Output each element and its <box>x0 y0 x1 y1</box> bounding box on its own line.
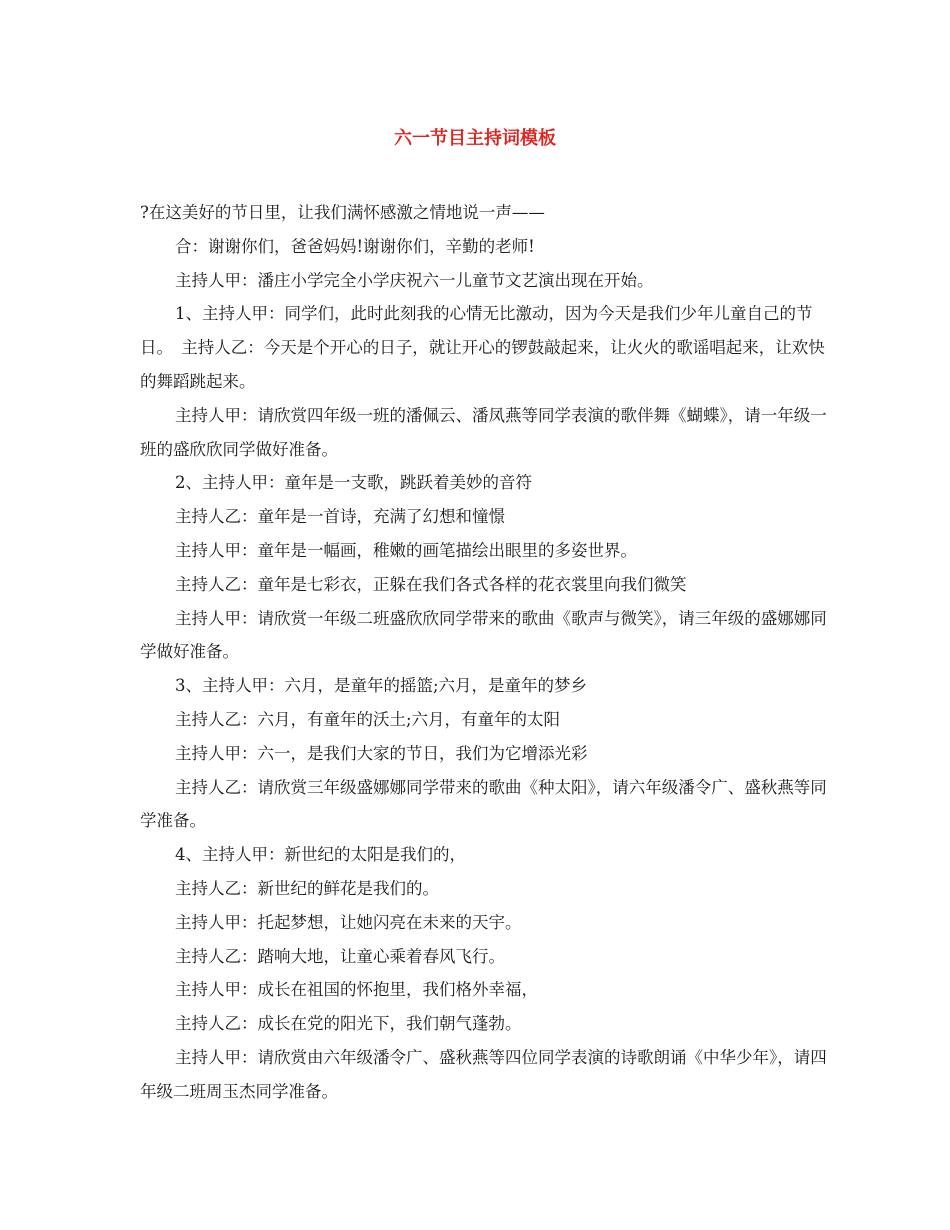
paragraph: 主持人乙：成长在党的阳光下，我们朝气蓬勃。 <box>175 1014 522 1034</box>
paragraph: 主持人甲：潘庄小学完全小学庆祝六一儿童节文艺演出现在开始。 <box>175 270 654 290</box>
paragraph: 主持人甲：成长在祖国的怀抱里，我们格外幸福， <box>175 980 538 1000</box>
paragraph: 主持人乙：踏响大地，让童心乘着春风飞行。 <box>175 946 505 966</box>
paragraph: 主持人乙：童年是一首诗，充满了幻想和憧憬 <box>175 507 505 527</box>
paragraph: 主持人乙：六月，有童年的沃土;六月，有童年的太阳 <box>175 709 561 729</box>
paragraph: 1、主持人甲：同学们，此时此刻我的心情无比激动，因为今天是我们少年儿童自己的节日。 主持人乙：今天是个开心的日子，就让开心的锣鼓敲起来，让火火的歌谣唱起来，让欢快的舞蹈跳起来。 <box>140 304 825 391</box>
document-title: 六一节目主持词模板 <box>394 128 556 149</box>
paragraph: 3、主持人甲：六月，是童年的摇篮;六月，是童年的梦乡 <box>175 676 588 696</box>
paragraph: 主持人甲：请欣赏由六年级潘令广、盛秋燕等四位同学表演的诗歌朗诵《中华少年》，请四年级二班周玉杰同学准备。 <box>140 1047 827 1101</box>
paragraph: 主持人甲：请欣赏四年级一班的潘佩云、潘凤燕等同学表演的歌伴舞《蝴蝶》，请一年级一班的盛欣欣同学做好准备。 <box>140 405 827 459</box>
paragraph: 2、主持人甲：童年是一支歌，跳跃着美妙的音符 <box>175 473 532 493</box>
paragraph: 主持人甲：童年是一幅画，稚嫩的画笔描绘出眼里的多姿世界。 <box>175 540 637 560</box>
paragraph: 主持人乙：请欣赏三年级盛娜娜同学带来的歌曲《种太阳》，请六年级潘令广、盛秋燕等同学准备。 <box>140 777 827 831</box>
paragraph: 合：谢谢你们，爸爸妈妈!谢谢你们，辛勤的老师! <box>175 236 535 256</box>
paragraph: 4、主持人甲：新世纪的太阳是我们的， <box>175 845 466 865</box>
paragraph: ?在这美好的节日里，让我们满怀感激之情地说一声—— <box>140 203 545 222</box>
document-body <box>140 196 830 1109</box>
paragraph: 主持人乙：新世纪的鲜花是我们的。 <box>175 878 439 898</box>
paragraph: 主持人甲：请欣赏一年级二班盛欣欣同学带来的歌曲《歌声与微笑》，请三年级的盛娜娜同学做好准备。 <box>140 608 827 662</box>
paragraph: 主持人乙：童年是七彩衣，正躲在我们各式各样的花衣裳里向我们微笑 <box>175 574 687 594</box>
paragraph: 主持人甲：托起梦想，让她闪亮在未来的天宇。 <box>175 912 522 932</box>
paragraph: 主持人甲：六一，是我们大家的节日，我们为它增添光彩 <box>175 743 588 763</box>
